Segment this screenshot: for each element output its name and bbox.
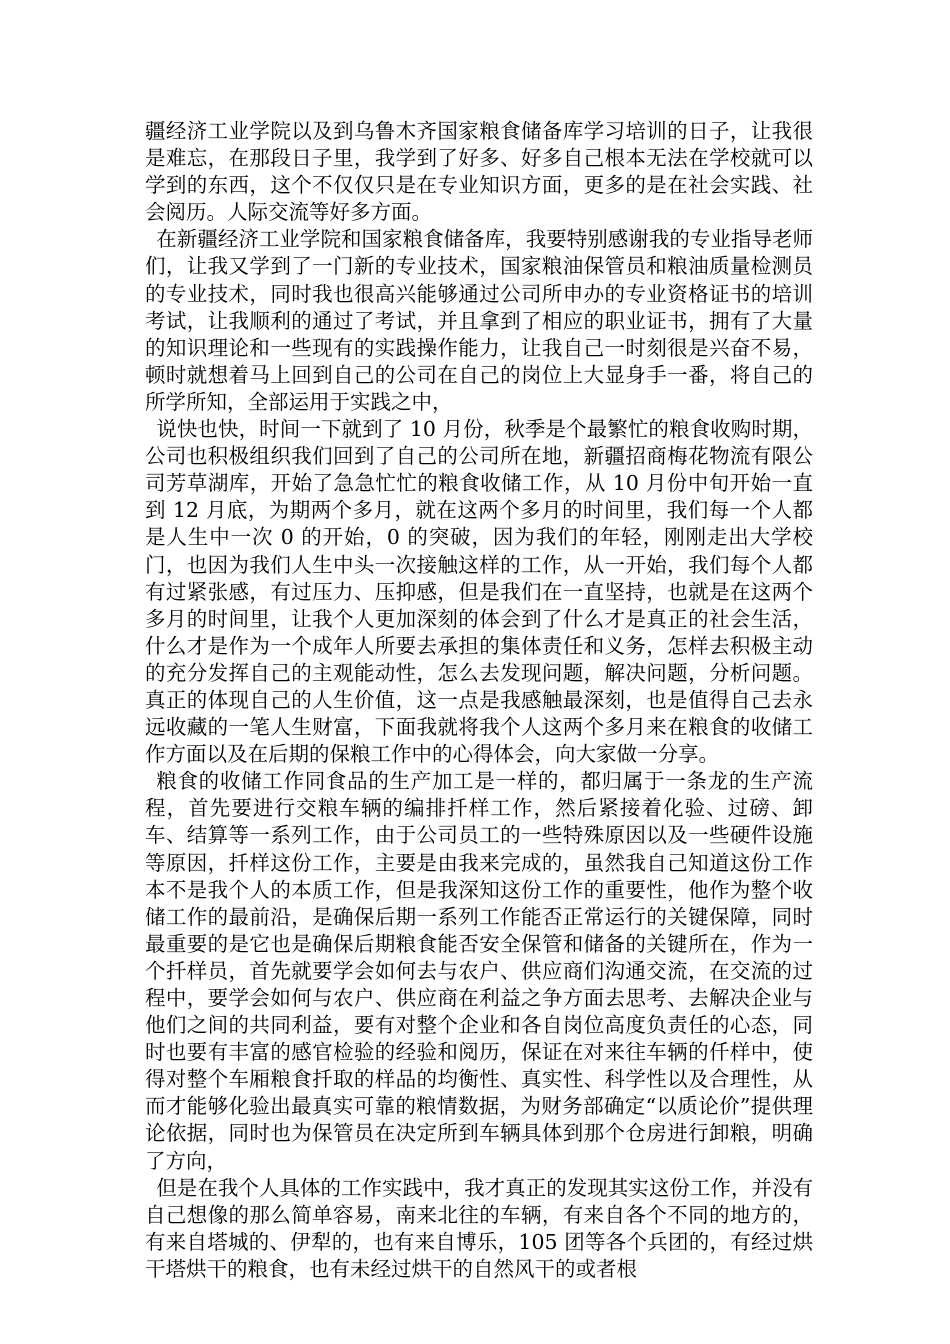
paragraph: 但是在我个人具体的工作实践中，我才真正的发现其实这份工作，并没有自己想像的那么简单容易，南来北往的车辆，有来自各个不同的地方的，有来自塔城的、伊犁的，也有来自博乐，105 团等各个兵团的，有经过烘干塔烘干的粮食，也有未经过烘干的自然风干的或者根 [145,1175,813,1281]
paragraph: 在新疆经济工业学院和国家粮食储备库，我要特别感谢我的专业指导老师们，让我又学到了一门新的专业技术，国家粮油保管员和粮油质量检测员的专业技术，同时我也很高兴能够通过公司所申办的专业资格证书的培训考试，让我顺利的通过了考试，并且拿到了相应的职业证书，拥有了大量的知识理论和一些现有的实践操作能力，让我自己一时刻很是兴奋不易，顿时就想着马上回到自己的公司在自己的岗位上大显身手一番，将自己的所学所知，全部运用于实践之中， [145,227,813,414]
paragraph: 粮食的收储工作同食品的生产加工是一样的，都归属于一条龙的生产流程，首先要进行交粮车辆的编排扦样工作，然后紧接着化验、过磅、卸车、结算等一系列工作，由于公司员工的一些特殊原因以及一些硬件设施等原因，扦样这份工作，主要是由我来完成的，虽然我自己知道这份工作本不是我个人的本质工作，但是我深知这份工作的重要性，他作为整个收储工作的最前沿，是确保后期一系列工作能否正常运行的关键保障，同时最重要的是它也是确保后期粮食能否安全保管和储备的关键所在，作为一个扦样员，首先就要学会如何去与农户、供应商们沟通交流，在交流的过程中，要学会如何与农户、供应商在利益之争方面去思考、去解决企业与他们之间的共同利益，要有对整个企业和各自岗位高度负责任的心态，同时也要有丰富的感官检验的经验和阅历，保证在对来往车辆的仟样中，使得对整个车厢粮食扦取的样品的均衡性、真实性、科学性以及合理性，从而才能够化验出最真实可靠的粮情数据，为财务部确定“以质论价”提供理论依据，同时也为保管员在决定所到车辆具体到那个仓房进行卸粮，明确了方向， [145,769,813,1173]
paragraph: 疆经济工业学院以及到乌鲁木齐国家粮食储备库学习培训的日子，让我很是难忘，在那段日子里，我学到了好多、好多自己根本无法在学校就可以学到的东西，这个不仅仅只是在专业知识方面，更多的是在社会实践、社会阅历。人际交流等好多方面。 [145,119,813,225]
paragraph: 说快也快，时间一下就到了 10 月份，秋季是个最繁忙的粮食收购时期，公司也积极组织我们回到了自己的公司所在地，新疆招商梅花物流有限公司芳草湖库，开始了急急忙忙的粮食收储工作，从 10 月份中旬开始一直到 12 月底，为期两个多月，就在这两个多月的时间里，我们每一个人都是人生中一次 0 的开始，0 的突破，因为我们的年轻，刚刚走出大学校门，也因为我们人生中头一次接触这样的工作，从一开始，我们每个人都有过紧张感，有过压力、压抑感，但是我们在一直坚持，也就是在这两个多月的时间里，让我个人更加深刻的体会到了什么才是真正的社会生活，什么才是作为一个成年人所要去承担的集体责任和义务，怎样去积极主动的充分发挥自己的主观能动性，怎么去发现问题，解决问题，分析问题。真正的体现自己的人生价值，这一点是我感触最深刻，也是值得自己去永远收藏的一笔人生财富，下面我就将我个人这两个多月来在粮食的收储工作方面以及在后期的保粮工作中的心得体会，向大家做一分享。 [145,417,813,767]
document-body [145,118,813,1283]
